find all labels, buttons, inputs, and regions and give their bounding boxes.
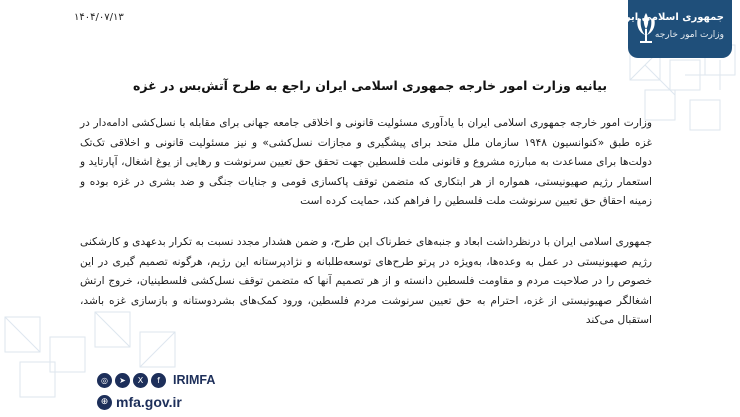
statement-title: بیانیه وزارت امور خارجه جمهوری اسلامی ایران راجع به طرح آتش‌بس در غزه	[132, 78, 608, 93]
telegram-icon[interactable]: ➤	[115, 373, 130, 388]
facebook-icon[interactable]: f	[151, 373, 166, 388]
emblem-title: جمهوری اسلامی ایران	[612, 12, 724, 23]
social-bar	[97, 371, 215, 389]
emblem-subtitle: وزارت امور خارجه	[654, 30, 724, 40]
ministry-emblem	[612, 0, 732, 58]
statement-paragraph-1: وزارت امور خارجه جمهوری اسلامی ایران با یادآوری مسئولیت قانونی و اخلاقی جامعه جهانی برای مقابله با نسل‌کشی ادامه‌دار در غزه طبق «کنوانسیون ۱۹۴۸ سازمان ملل متحد برای پیشگیری و مجازات نسل‌کشی» و نیز مسئولیت قانونی و اخلاقی تک‌تک دولت‌ها برای مساعدت به مبارزه مشروع و قانونی ملت فلسطین جهت تحقق حق تعیین سرنوشت و رهایی از یوغ اشغال، آپارتاید و استعمار رژیم صهیونیستی، همواره از هر ابتکاری که متضمن توقف پاکسازی قومی و جنایات جنگی و ضد بشری در غزه بوده و زمینه احقاق حق تعیین سرنوشت ملت فلسطین را فراهم کند، حمایت کرده است	[80, 117, 652, 207]
website-link[interactable]: mfa.gov.ir	[116, 394, 182, 410]
statement-paragraph-2: جمهوری اسلامی ایران با درنظرداشت ابعاد و جنبه‌های خطرناک این طرح، و ضمن هشدار مجدد نسبت به تکرار بدعهدی و کارشکنی رژیم صهیونیستی در عمل به وعده‌ها، به‌ویژه در پرتو طرح‌های توسعه‌طلبانه و نژادپرستانه این رژیم، هرگونه تصمیم گیری در این خصوص را در صلاحیت مردم و مقاومت فلسطین دانسته و از هر تصمیم آنها که متضمن توقف نسل‌کشی فلسطینیان، خروج ارتش اشغالگر صهیونیستی از غزه، احترام به حق تعیین سرنوشت مردم فلسطین، ورود کمک‌های بشردوستانه و بازسازی غزه باشد، استقبال می‌کند	[80, 236, 652, 326]
social-handle[interactable]: IRIMFA	[173, 373, 216, 387]
statement-date: ۱۴۰۴/۰۷/۱۳	[74, 12, 124, 23]
globe-icon: ⊕	[97, 395, 112, 410]
website-bar	[97, 392, 182, 412]
x-icon[interactable]: X	[133, 373, 148, 388]
instagram-icon[interactable]: ◎	[97, 373, 112, 388]
